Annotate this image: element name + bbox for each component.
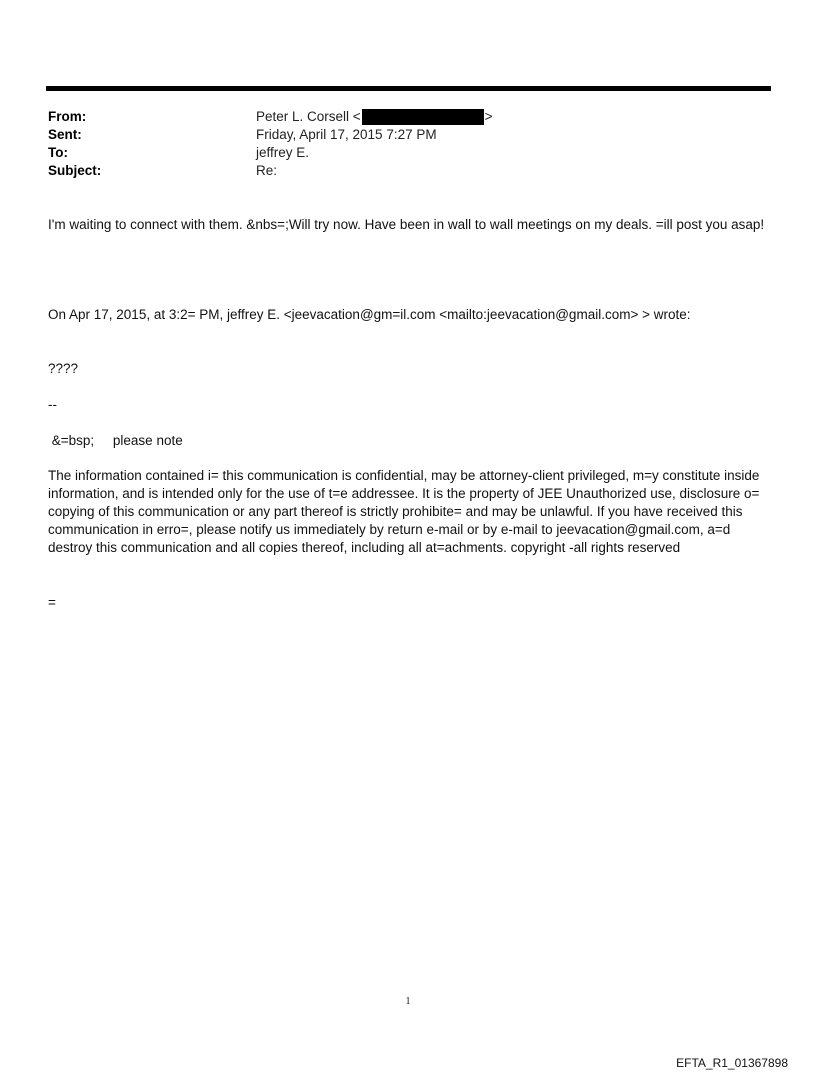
sent-value: Friday, April 17, 2015 7:27 PM [256, 127, 437, 142]
quote-header: On Apr 17, 2015, at 3:2= PM, jeffrey E. <jeevacation@gm=il.com <mailto:jeevacation@gmail.com> > wrote: [48, 307, 691, 322]
header-divider [46, 86, 771, 91]
from-row [48, 108, 768, 126]
bates-number: EFTA_R1_01367898 [676, 1056, 788, 1070]
from-label: From: [48, 109, 87, 124]
quoted-message: ???? [48, 361, 79, 376]
note-line: &=bsp; please note [48, 433, 183, 448]
from-suffix: > [484, 109, 493, 124]
sent-label: Sent: [48, 127, 82, 142]
sent-row [48, 126, 768, 144]
to-value: jeffrey E. [256, 145, 310, 160]
from-value [256, 108, 493, 126]
subject-label: Subject: [48, 163, 102, 178]
redaction-block [362, 109, 484, 125]
email-header [48, 108, 768, 180]
from-name: Peter L. Corsell < [256, 109, 361, 124]
subject-value: Re: [256, 163, 278, 178]
trailing-char: = [48, 595, 56, 610]
subject-row [48, 162, 768, 180]
to-label: To: [48, 145, 68, 160]
reply-text: I'm waiting to connect with them. &nbs=;Will try now. Have been in wall to wall meetings on my deals. =ill post you asap! [48, 217, 765, 232]
to-row [48, 144, 768, 162]
disclaimer-text: The information contained i= this communication is confidential, may be attorney-client privileged, m=y constitute inside information, and is intended only for the use of t=e addressee. It is the property of JEE Unauthorized use, disclosure o= copying of this communication or any part thereof is strictly prohibite= and may be unlawful. If you have received this communication in erro=, please notify us immediately by return e-mail or by e-mail to jeevacation@gmail.com, a=d destroy this communication and all copies thereof, including all at=achments. copyright -all rights reserved [48, 468, 760, 555]
page-number: 1 [405, 996, 411, 1007]
signature-separator: -- [48, 397, 57, 412]
